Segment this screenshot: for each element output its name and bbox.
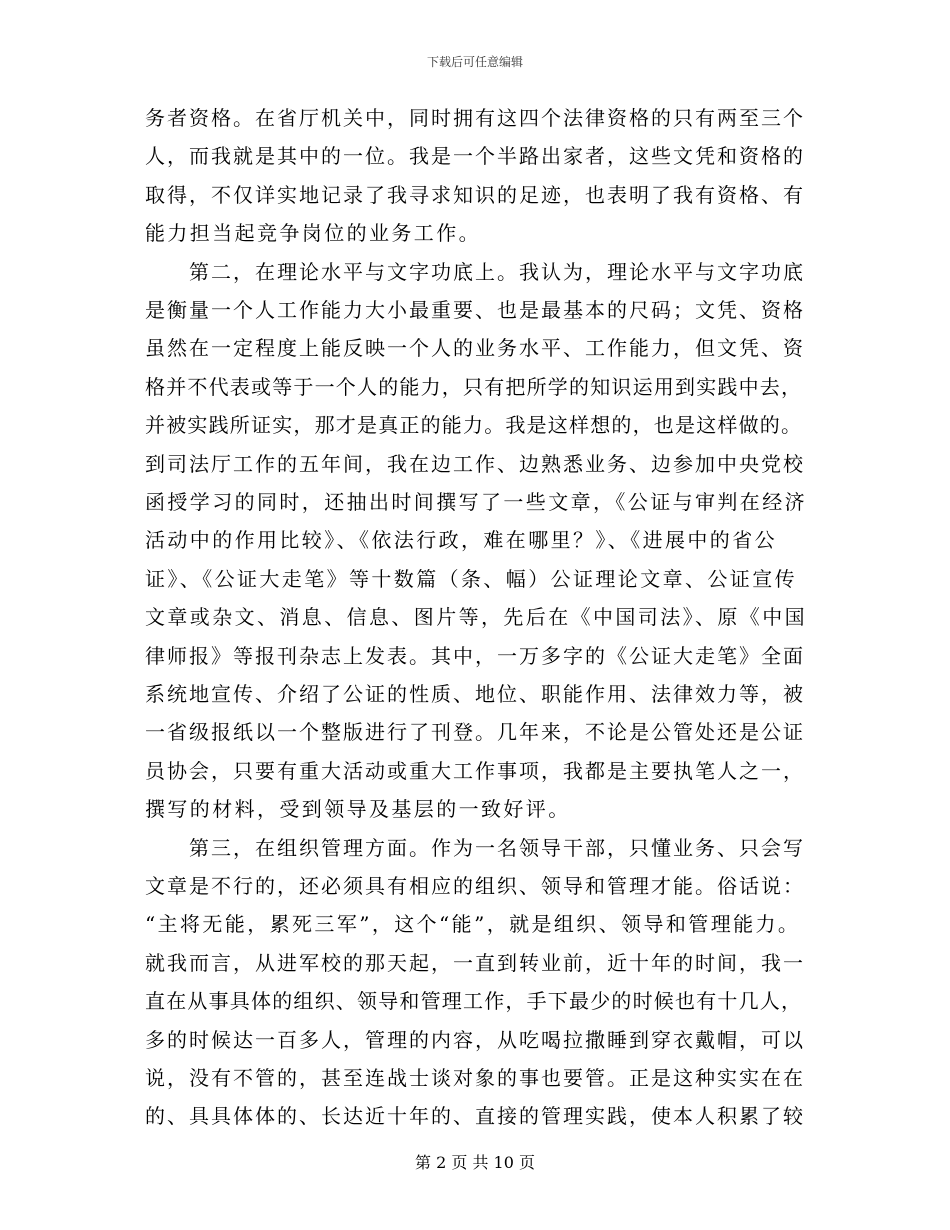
text-line: 说，没有不管的，甚至连战士谈对象的事也要管。正是这种实实在在 bbox=[145, 1066, 805, 1090]
text-line: 活动中的作用比较》、《依法行政，难在哪里？》、《进展中的省公 bbox=[145, 528, 777, 553]
text-line: 第三，在组织管理方面。作为一名领导干部，只懂业务、只会写 bbox=[145, 835, 805, 860]
text-line: 人，而我就是其中的一位。我是一个半路出家者，这些文凭和资格的 bbox=[145, 144, 805, 169]
text-line: 文章或杂文、消息、信息、图片等，先后在《中国司法》、原《中国 bbox=[145, 605, 807, 630]
text-line: 务者资格。在省厅机关中，同时拥有这四个法律资格的只有两至三个 bbox=[145, 106, 805, 130]
text-line: 就我而言，从进军校的那天起，一直到转业前，近十年的时间，我一 bbox=[145, 950, 805, 975]
text-line: 第二，在理论水平与文字功底上。我认为，理论水平与文字功底 bbox=[145, 259, 805, 284]
text-line: 多的时候达一百多人，管理的内容，从吃喝拉撒睡到穿衣戴帽，可以 bbox=[145, 1027, 805, 1052]
text-line: 并被实践所证实，那才是真正的能力。我是这样想的，也是这样做的。 bbox=[145, 413, 803, 438]
text-line: “主将无能，累死三军”，这个“能”，就是组织、领导和管理能力。 bbox=[145, 912, 801, 937]
text-line: 一省级报纸以一个整版进行了刊登。几年来，不论是公管处还是公证 bbox=[145, 720, 805, 745]
text-line: 系统地宣传、介绍了公证的性质、地位、职能作用、法律效力等，被 bbox=[145, 682, 805, 706]
text-line: 取得，不仅详实地记录了我寻求知识的足迹，也表明了我有资格、有 bbox=[145, 182, 805, 207]
text-line: 律师报》等报刊杂志上发表。其中，一万多字的《公证大走笔》全面 bbox=[145, 643, 805, 668]
text-line: 撰写的材料，受到领导及基层的一致好评。 bbox=[145, 797, 571, 822]
text-line: 格并不代表或等于一个人的能力，只有把所学的知识运用到实践中去， bbox=[145, 374, 803, 399]
text-line: 直在从事具体的组织、领导和管理工作，手下最少的时候也有十几人， bbox=[145, 989, 803, 1014]
text-line: 是衡量一个人工作能力大小最重要、也是最基本的尺码；文凭、资格 bbox=[145, 298, 805, 322]
page-header: 下载后可任意编辑 bbox=[426, 55, 523, 69]
text-line: 的、具具体体的、长达近十年的、直接的管理实践，使本人积累了较 bbox=[145, 1104, 805, 1129]
text-line: 到司法厅工作的五年间，我在边工作、边熟悉业务、边参加中央党校 bbox=[145, 451, 805, 476]
text-line: 函授学习的同时，还抽出时间撰写了一些文章，《公证与审判在经济 bbox=[145, 490, 807, 514]
text-line: 文章是不行的，还必须具有相应的组织、领导和管理才能。俗话说： bbox=[145, 874, 805, 898]
page-footer: 第 2 页 共 10 页 bbox=[415, 1153, 535, 1172]
text-line: 能力担当起竞争岗位的业务工作。 bbox=[145, 221, 481, 246]
text-line: 员协会，只要有重大活动或重大工作事项，我都是主要执笔人之一， bbox=[145, 758, 805, 783]
text-line: 证》、《公证大走笔》等十数篇（条、幅）公证理论文章、公证宣传 bbox=[145, 566, 797, 591]
text-line: 虽然在一定程度上能反映一个人的业务水平、工作能力，但文凭、资 bbox=[145, 336, 805, 361]
